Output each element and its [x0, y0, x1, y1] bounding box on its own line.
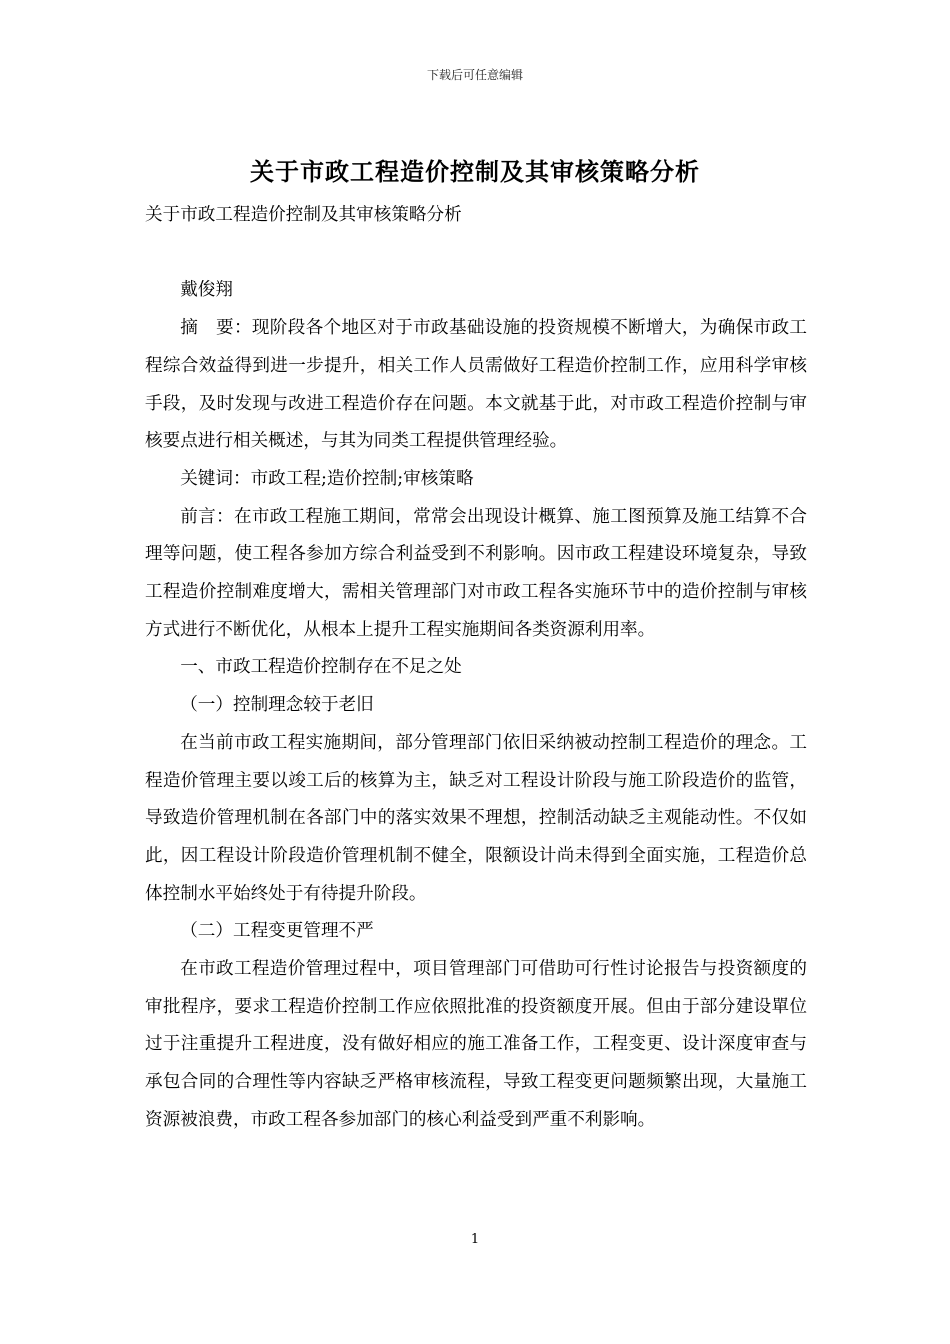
keywords-paragraph: 关键词：市政工程;造价控制;审核策略	[180, 468, 474, 489]
header-note: 下载后可任意编辑	[426, 68, 523, 82]
body-paragraph: 在市政工程造价管理过程中，项目管理部门可借助可行性讨论报告与投资额度的审批程序，要求工程造价控制工作应依照批准的投资额度开展。但由于部分建设單位过于注重提升工程进度，没有做好相应的施工准备工作，工程变更、设计深度审查与承包合同的合理性等内容缺乏严格审核流程，导致工程变更问题频繁出现，大量施工资源被浪费，市政工程各参加部门的核心利益受到严重不利影响。	[145, 959, 807, 1130]
page-number: 1	[470, 1232, 480, 1247]
section-heading: 一、市政工程造价控制存在不足之处	[180, 657, 462, 678]
author: 戴俊翔	[180, 280, 233, 301]
body-paragraph: 在当前市政工程实施期间，部分管理部门依旧采纳被动控制工程造价的理念。工程造价管理主要以竣工后的核算为主，缺乏对工程设计阶段与施工阶段造价的监管，导致造价管理机制在各部门中的落实效果不理想，控制活动缺乏主观能动性。不仅如此，因工程设计阶段造价管理机制不健全，限额设计尚未得到全面实施，工程造价总体控制水平始终处于有待提升阶段。	[145, 732, 807, 904]
subsection-heading: （一）控制理念较于老旧	[180, 695, 374, 716]
subtitle: 关于市政工程造价控制及其审核策略分析	[145, 205, 462, 225]
blank-line	[145, 235, 807, 273]
document-body	[145, 197, 807, 1140]
abstract-paragraph: 摘 要：现阶段各个地区对于市政基础设施的投资规模不断增大，为确保市政工程综合效益得到进一步提升，相关工作人员需做好工程造价控制工作，应用科学审核手段，及时发现与改进工程造价存在问题。本文就基于此，对市政工程造价控制与审核要点进行相关概述，与其为同类工程提供管理经验。	[145, 318, 807, 452]
subsection-heading: （二）工程变更管理不严	[180, 921, 374, 942]
document-title: 关于市政工程造价控制及其审核策略分析	[250, 157, 700, 186]
preface-paragraph: 前言：在市政工程施工期间，常常会出现设计概算、施工图预算及施工结算不合理等问题，使工程各参加方综合利益受到不利影响。因市政工程建设环境复杂，导致工程造价控制难度增大，需相关管理部门对市政工程各实施环节中的造价控制与审核方式进行不断优化，从根本上提升工程实施期间各类资源利用率。	[145, 506, 807, 640]
